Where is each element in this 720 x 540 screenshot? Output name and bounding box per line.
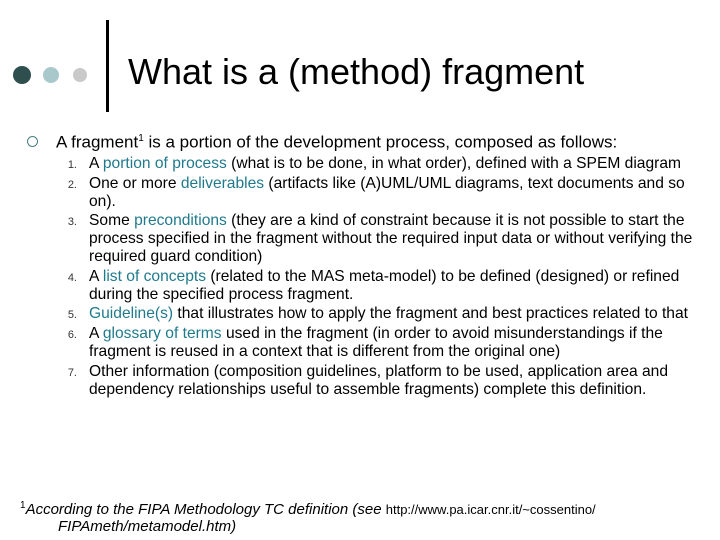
list-item-number: 4.: [67, 271, 77, 284]
slide-title: What is a (method) fragment: [128, 51, 585, 92]
footnote: [20, 497, 710, 535]
footnote-url: http://www.pa.icar.cnr.it/~cossentino/: [385, 502, 596, 517]
list-item-text: [89, 175, 705, 211]
item-highlight: glossary of terms: [102, 325, 222, 343]
list-item-text: [89, 363, 705, 399]
item-highlight: preconditions: [134, 212, 227, 230]
item-text: (related to the MAS meta-model) to be defined (designed) or refined during the specified process fragment.: [89, 267, 680, 303]
item-highlight: Guideline(s): [89, 305, 174, 323]
list-item-number: 6.: [67, 329, 77, 342]
item-text: Other information (composition guidelines, platform to be used, application area and dependency relationships useful to assemble fragments) complete this definition.: [89, 362, 669, 398]
footnote-url-end: FIPAmeth/metamodel.htm): [58, 518, 237, 535]
list-item-number: 5.: [67, 309, 77, 322]
footnote-marker: 1: [138, 133, 144, 144]
list-item-text: [89, 155, 705, 173]
list-item-text: [89, 268, 705, 304]
item-text: (they are a kind of constraint because it is not possible to start the process specified in the fragment without the required input data or without verifying the required guard condition): [89, 212, 693, 265]
list-item-text: [89, 325, 705, 361]
list-item-number: 3.: [67, 216, 77, 229]
item-highlight: list of concepts: [102, 267, 207, 285]
list-item: [55, 325, 705, 361]
item-text: (what is to be done, in what order), defined with a SPEM diagram: [226, 155, 682, 172]
footnote-number: 1: [20, 500, 26, 511]
item-text: One or more: [89, 174, 181, 192]
footnote-text: According to the FIPA Methodology TC definition (see: [25, 501, 386, 518]
intro-text: [56, 128, 617, 154]
list-item-number: 7.: [67, 366, 77, 379]
title-divider-line: [106, 20, 109, 112]
list-item-number: 1.: [67, 159, 77, 171]
intro-text-start: A fragment: [56, 132, 139, 152]
item-text: used in the fragment (in order to avoid misunderstandings if the fragment is reused in a context that is different from the original one): [89, 325, 663, 360]
decorative-dot-light: [73, 68, 87, 82]
list-item-text: [89, 212, 705, 265]
item-text: A: [89, 155, 103, 172]
item-text: A: [89, 267, 103, 285]
decorative-dot-dark: [13, 66, 31, 84]
item-text: Some: [89, 212, 135, 230]
item-text: A: [89, 325, 103, 343]
decorative-dot-mid: [43, 67, 59, 83]
item-highlight: portion of process: [102, 155, 227, 172]
list-item: [55, 305, 705, 323]
list-item-number: 2.: [67, 178, 77, 191]
list-item: [55, 268, 705, 304]
item-highlight: deliverables: [180, 174, 265, 192]
item-text: (artifacts like (A)UML/UML diagrams, text documents and so on).: [89, 174, 685, 210]
list-item: [55, 212, 705, 265]
list-item-text: [89, 305, 705, 323]
list-item: [55, 363, 705, 399]
intro-text-end: is a portion of the development process, composed as follows:: [143, 132, 618, 152]
list-item: [55, 155, 705, 173]
fragment-components-list: [55, 155, 705, 400]
item-text: that illustrates how to apply the fragment and best practices related to that: [173, 305, 688, 323]
list-item: [55, 175, 705, 211]
circle-bullet-icon: [27, 136, 38, 147]
